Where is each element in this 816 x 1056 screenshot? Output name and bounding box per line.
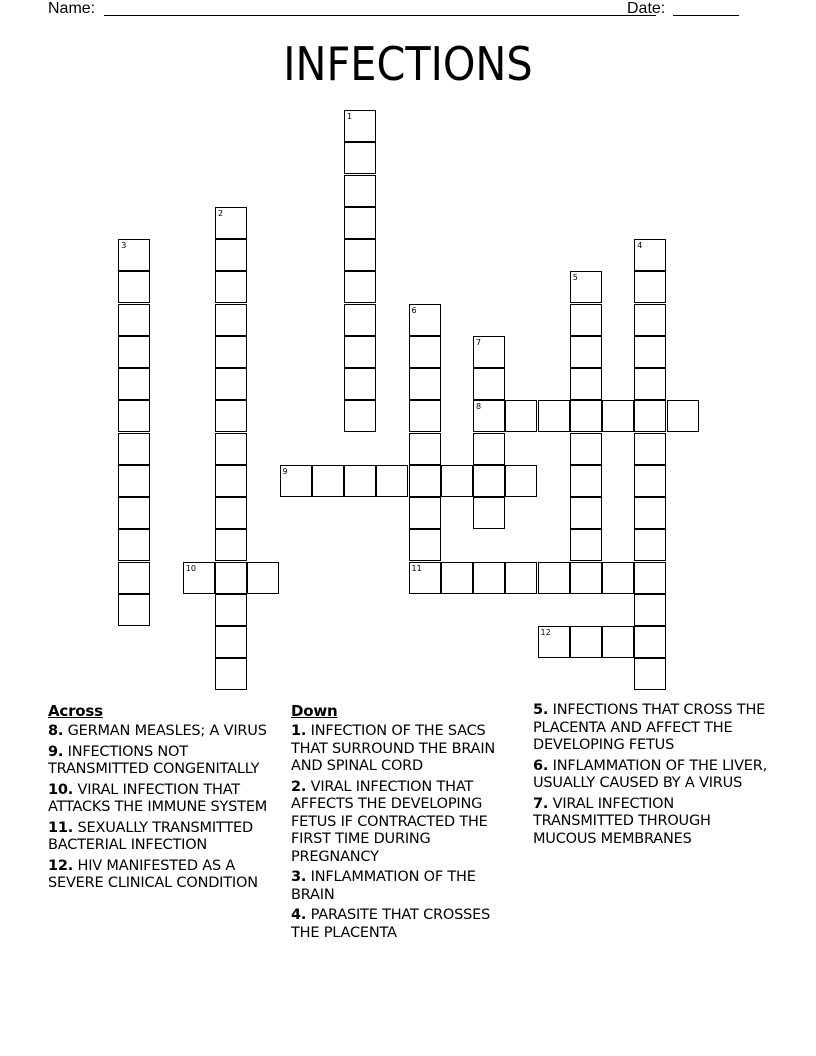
grid-cell[interactable] [441, 562, 473, 594]
down-clue [291, 723, 521, 776]
grid-cell[interactable] [409, 368, 441, 400]
grid-cell[interactable] [634, 562, 666, 594]
grid-cell[interactable] [409, 433, 441, 465]
grid-cell[interactable] [538, 626, 570, 658]
across-clues [48, 702, 284, 896]
grid-cell[interactable] [602, 626, 634, 658]
grid-cell[interactable] [570, 497, 602, 529]
grid-cell[interactable] [634, 304, 666, 336]
clue-number: 12. [48, 857, 74, 874]
grid-cell[interactable] [215, 562, 247, 594]
grid-cell[interactable] [634, 336, 666, 368]
down-clue [291, 907, 521, 942]
down-heading: Down [291, 702, 338, 720]
grid-cell[interactable] [215, 465, 247, 497]
clue-number: 6 [411, 305, 417, 315]
grid-cell[interactable] [570, 529, 602, 561]
down-clue [291, 779, 521, 867]
grid-cell[interactable] [473, 562, 505, 594]
clue-text: HIV MANIFESTED AS A SEVERE CLINICAL CONDITION [48, 857, 258, 891]
grid-cell[interactable] [634, 626, 666, 658]
grid-cell[interactable] [215, 207, 247, 239]
grid-cell[interactable] [505, 562, 537, 594]
grid-cell[interactable] [473, 433, 505, 465]
clue-number: 7 [476, 337, 482, 347]
grid-cell[interactable] [634, 271, 666, 303]
clue-text: INFLAMMATION OF THE BRAIN [291, 869, 476, 903]
grid-cell[interactable] [118, 400, 150, 432]
grid-cell[interactable] [215, 433, 247, 465]
clue-number: 2. [291, 778, 307, 795]
grid-cell[interactable] [215, 400, 247, 432]
clue-number: 6. [533, 757, 549, 774]
across-clue [48, 782, 284, 817]
grid-cell[interactable] [473, 497, 505, 529]
grid-cell[interactable] [344, 207, 376, 239]
across-clue [48, 744, 284, 779]
grid-cell[interactable] [441, 465, 473, 497]
grid-cell[interactable] [215, 304, 247, 336]
grid-cell[interactable] [344, 465, 376, 497]
grid-cell[interactable] [505, 465, 537, 497]
grid-cell[interactable] [473, 465, 505, 497]
grid-cell[interactable] [118, 336, 150, 368]
across-heading: Across [48, 702, 103, 720]
grid-cell[interactable] [409, 497, 441, 529]
grid-cell[interactable] [183, 562, 215, 594]
grid-cell[interactable] [344, 400, 376, 432]
grid-cell[interactable] [634, 497, 666, 529]
grid-cell[interactable] [118, 497, 150, 529]
clue-number: 9. [48, 743, 64, 760]
grid-cell[interactable] [344, 271, 376, 303]
clue-text: PARASITE THAT CROSSES THE PLACENTA [291, 907, 491, 941]
name-label: Name: [48, 0, 96, 17]
grid-cell[interactable] [344, 110, 376, 142]
clue-number: 1 [347, 112, 353, 121]
grid-cell[interactable] [409, 562, 441, 594]
grid-cell[interactable] [215, 239, 247, 271]
grid-cell[interactable] [634, 465, 666, 497]
clue-text: INFECTIONS NOT TRANSMITTED CONGENITALLY [48, 743, 260, 777]
grid-cell[interactable] [570, 271, 602, 303]
grid-cell[interactable] [570, 368, 602, 400]
clue-number: 4. [291, 907, 307, 923]
clue-number: 8 [476, 402, 482, 412]
grid-cell[interactable] [215, 271, 247, 303]
grid-cell[interactable] [409, 465, 441, 497]
grid-cell[interactable] [570, 400, 602, 432]
grid-cell[interactable] [634, 433, 666, 465]
grid-cell[interactable] [344, 304, 376, 336]
across-clue [48, 723, 284, 741]
grid-cell[interactable] [118, 594, 150, 626]
grid-cell[interactable] [473, 400, 505, 432]
clue-number: 5 [572, 273, 578, 283]
clue-number: 9 [282, 466, 288, 476]
clue-number: 3 [121, 241, 127, 250]
grid-cell[interactable] [280, 465, 312, 497]
grid-cell[interactable] [344, 175, 376, 207]
grid-cell[interactable] [473, 336, 505, 368]
clue-number: 2 [218, 208, 224, 218]
clue-number: 8. [48, 723, 64, 739]
down-clue [291, 869, 521, 904]
grid-cell[interactable] [215, 336, 247, 368]
grid-cell[interactable] [215, 368, 247, 400]
date-label: Date: [627, 0, 666, 17]
grid-cell[interactable] [570, 433, 602, 465]
grid-cell[interactable] [344, 142, 376, 174]
across-clue [48, 858, 284, 893]
grid-cell[interactable] [344, 239, 376, 271]
grid-cell[interactable] [667, 400, 699, 432]
clue-number: 10. [48, 781, 74, 798]
grid-cell[interactable] [215, 594, 247, 626]
grid-cell[interactable] [215, 529, 247, 561]
grid-cell[interactable] [570, 336, 602, 368]
clue-number: 4 [637, 241, 643, 250]
clue-text: INFLAMMATION OF THE LIVER, USUALLY CAUSED BY A VIRUS [533, 757, 768, 791]
grid-cell[interactable] [634, 529, 666, 561]
grid-cell[interactable] [570, 304, 602, 336]
grid-cell[interactable] [118, 304, 150, 336]
header [48, 0, 748, 24]
grid-cell[interactable] [570, 562, 602, 594]
clue-text: GERMAN MEASLES; A VIRUS [63, 723, 267, 739]
grid-cell[interactable] [634, 594, 666, 626]
grid-cell[interactable] [409, 400, 441, 432]
down-clues [291, 702, 521, 945]
grid-cell[interactable] [602, 562, 634, 594]
grid-cell[interactable] [634, 400, 666, 432]
down-clue [533, 702, 769, 755]
grid-cell[interactable] [118, 368, 150, 400]
date-field-line[interactable] [673, 15, 739, 16]
grid-cell[interactable] [634, 368, 666, 400]
clue-text: INFECTION OF THE SACS THAT SURROUND THE BRAIN AND SPINAL CORD [291, 723, 496, 774]
grid-cell[interactable] [505, 400, 537, 432]
grid-cell[interactable] [538, 562, 570, 594]
grid-cell[interactable] [118, 271, 150, 303]
clue-number: 5. [533, 702, 549, 718]
grid-cell[interactable] [570, 626, 602, 658]
grid-cell[interactable] [409, 336, 441, 368]
clue-number: 11. [48, 819, 74, 836]
down-clue [533, 796, 769, 849]
grid-cell[interactable] [376, 465, 408, 497]
clue-text: SEXUALLY TRANSMITTED BACTERIAL INFECTION [48, 819, 253, 853]
grid-cell[interactable] [247, 562, 279, 594]
grid-cell[interactable] [409, 304, 441, 336]
clue-text: VIRAL INFECTION THAT ATTACKS THE IMMUNE SYSTEM [48, 781, 268, 815]
across-clue [48, 820, 284, 855]
grid-cell[interactable] [118, 465, 150, 497]
grid-cell[interactable] [344, 368, 376, 400]
page-title: INFECTIONS [283, 37, 533, 91]
clue-text: VIRAL INFECTION TRANSMITTED THROUGH MUCOUS MEMBRANES [533, 795, 711, 847]
clue-number: 11 [411, 563, 422, 573]
down-clues-continued [533, 702, 769, 851]
grid-cell[interactable] [602, 400, 634, 432]
grid-cell[interactable] [634, 239, 666, 271]
clue-number: 3. [291, 869, 307, 885]
clue-text: VIRAL INFECTION THAT AFFECTS THE DEVELOPING FETUS IF CONTRACTED THE FIRST TIME DURING PREGNANCY [291, 778, 488, 865]
grid-cell[interactable] [118, 239, 150, 271]
name-field-line[interactable] [104, 15, 656, 16]
clue-number: 10 [185, 563, 196, 573]
grid-cell[interactable] [344, 336, 376, 368]
grid-cell[interactable] [634, 658, 666, 690]
clue-number: 12 [540, 628, 551, 637]
grid-cell[interactable] [473, 368, 505, 400]
grid-cell[interactable] [215, 497, 247, 529]
clue-text: INFECTIONS THAT CROSS THE PLACENTA AND AFFECT THE DEVELOPING FETUS [533, 702, 766, 753]
grid-cell[interactable] [118, 433, 150, 465]
grid-cell[interactable] [570, 465, 602, 497]
grid-cell[interactable] [118, 529, 150, 561]
grid-cell[interactable] [215, 626, 247, 658]
grid-cell[interactable] [118, 562, 150, 594]
grid-cell[interactable] [409, 529, 441, 561]
grid-cell[interactable] [312, 465, 344, 497]
clue-number: 1. [291, 723, 307, 739]
clue-number: 7. [533, 795, 549, 812]
grid-cell[interactable] [215, 658, 247, 690]
down-clue [533, 758, 769, 793]
grid-cell[interactable] [538, 400, 570, 432]
